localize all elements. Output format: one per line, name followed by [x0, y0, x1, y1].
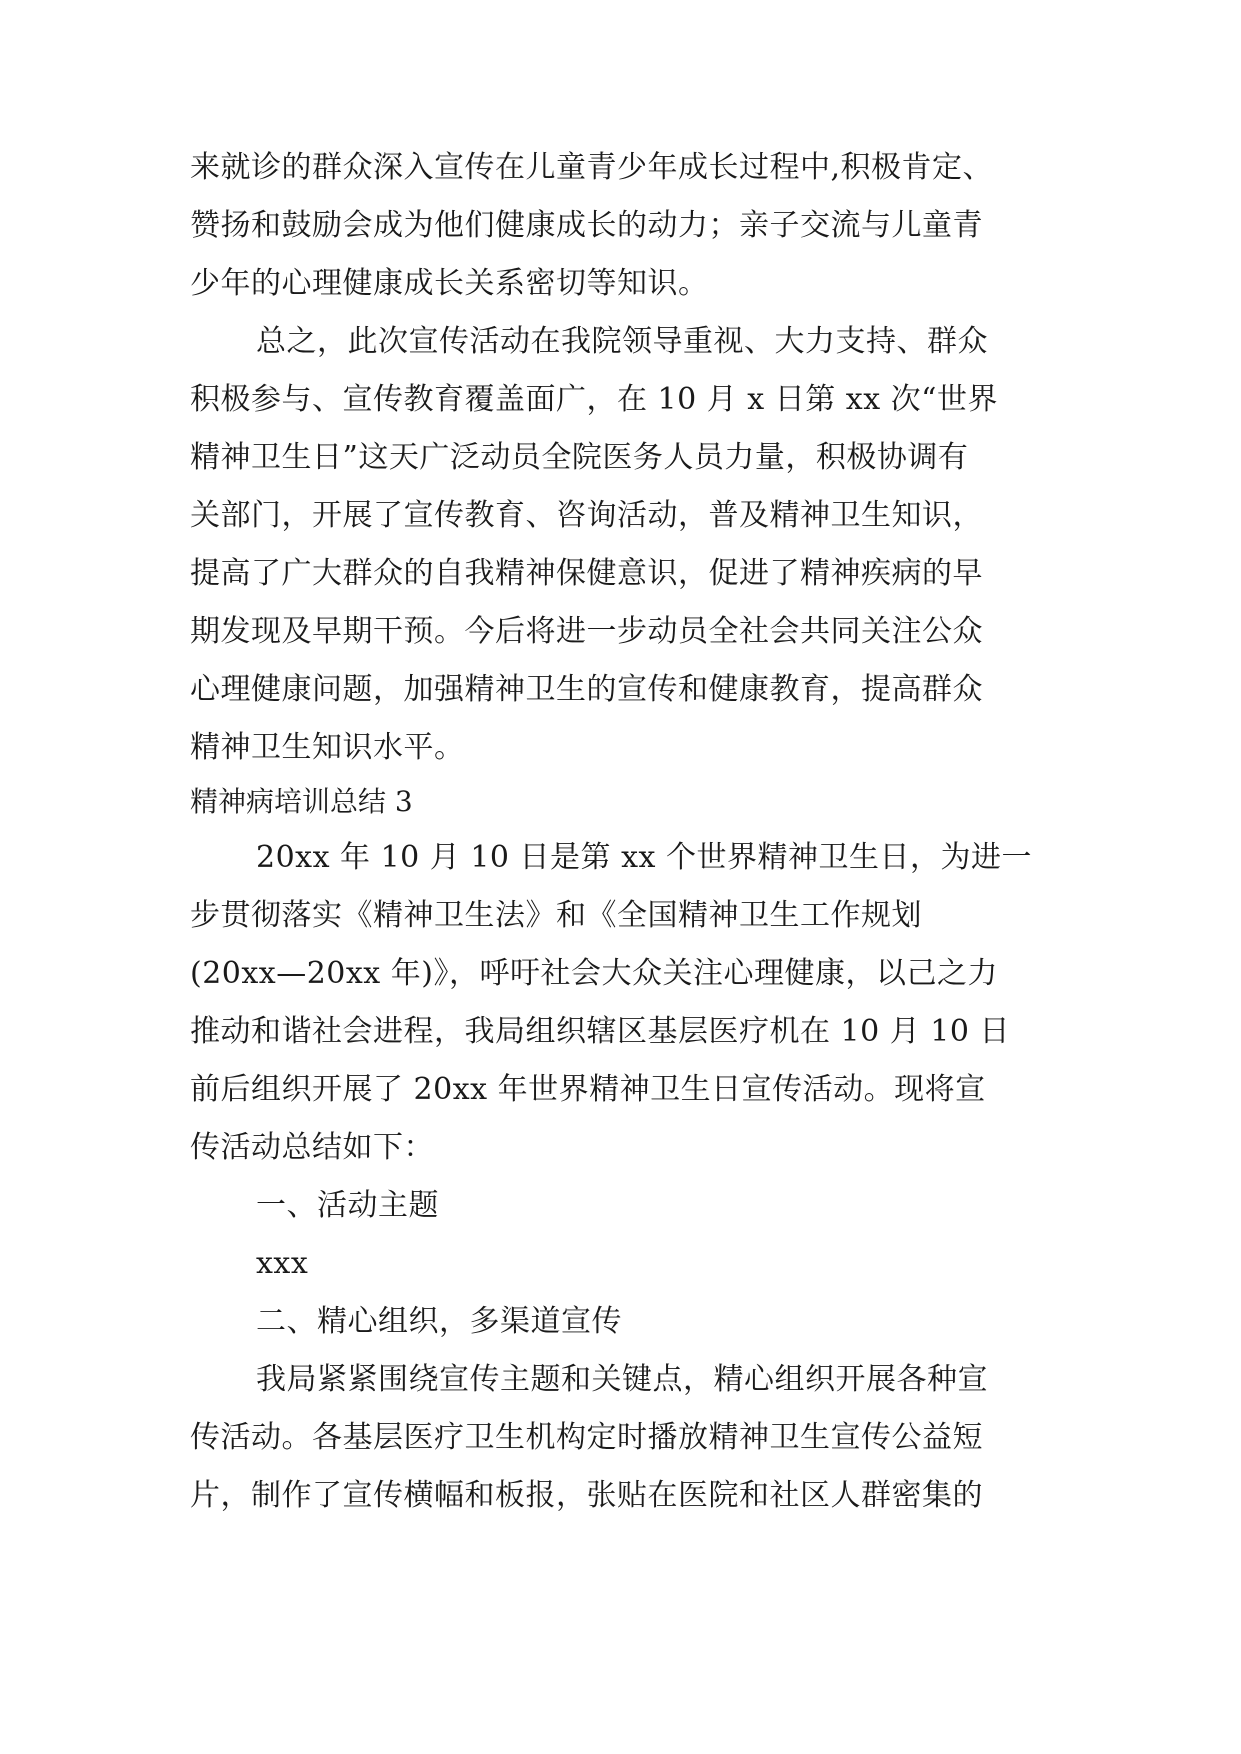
paragraph-start-line: 20xx 年 10 月 10 日是第 xx 个世界精神卫生日，为进一 — [256, 840, 1032, 875]
subheading-organization: 二、精心组织，多渠道宣传 — [256, 1304, 622, 1339]
section-heading: 精神病培训总结 3 — [190, 785, 413, 818]
body-line: 传活动。各基层医疗卫生机构定时播放精神卫生宣传公益短 — [190, 1420, 983, 1455]
body-line: 积极参与、宣传教育覆盖面广，在 10 月 x 日第 xx 次“世界 — [190, 382, 998, 417]
body-line: 少年的心理健康成长关系密切等知识。 — [190, 266, 709, 301]
body-line: (20xx—20xx 年)》，呼吁社会大众关注心理健康，以己之力 — [190, 956, 998, 991]
body-line: 精神卫生日”这天广泛动员全院医务人员力量，积极协调有 — [190, 440, 969, 475]
body-line: 赞扬和鼓励会成为他们健康成长的动力；亲子交流与儿童青 — [190, 208, 983, 243]
body-line: 来就诊的群众深入宣传在儿童青少年成长过程中,积极肯定、 — [190, 150, 994, 185]
body-line: 期发现及早期干预。今后将进一步动员全社会共同关注公众 — [190, 614, 983, 649]
theme-placeholder: xxx — [256, 1246, 309, 1281]
paragraph-start-line: 我局紧紧围绕宣传主题和关键点，精心组织开展各种宣 — [256, 1362, 988, 1397]
body-line: 提高了广大群众的自我精神保健意识，促进了精神疾病的早 — [190, 556, 983, 591]
body-line: 传活动总结如下： — [190, 1130, 434, 1165]
body-line: 步贯彻落实《精神卫生法》和《全国精神卫生工作规划 — [190, 898, 922, 933]
body-line: 精神卫生知识水平。 — [190, 730, 465, 765]
body-line: 心理健康问题，加强精神卫生的宣传和健康教育，提高群众 — [190, 672, 983, 707]
paragraph-start-line: 总之，此次宣传活动在我院领导重视、大力支持、群众 — [256, 324, 988, 359]
body-line: 关部门，开展了宣传教育、咨询活动，普及精神卫生知识， — [190, 498, 983, 533]
body-line: 片，制作了宣传横幅和板报，张贴在医院和社区人群密集的 — [190, 1478, 983, 1513]
body-line: 推动和谐社会进程，我局组织辖区基层医疗机在 10 月 10 日 — [190, 1014, 1010, 1049]
body-line: 前后组织开展了 20xx 年世界精神卫生日宣传活动。现将宣 — [190, 1072, 986, 1107]
subheading-activity-theme: 一、活动主题 — [256, 1188, 439, 1223]
